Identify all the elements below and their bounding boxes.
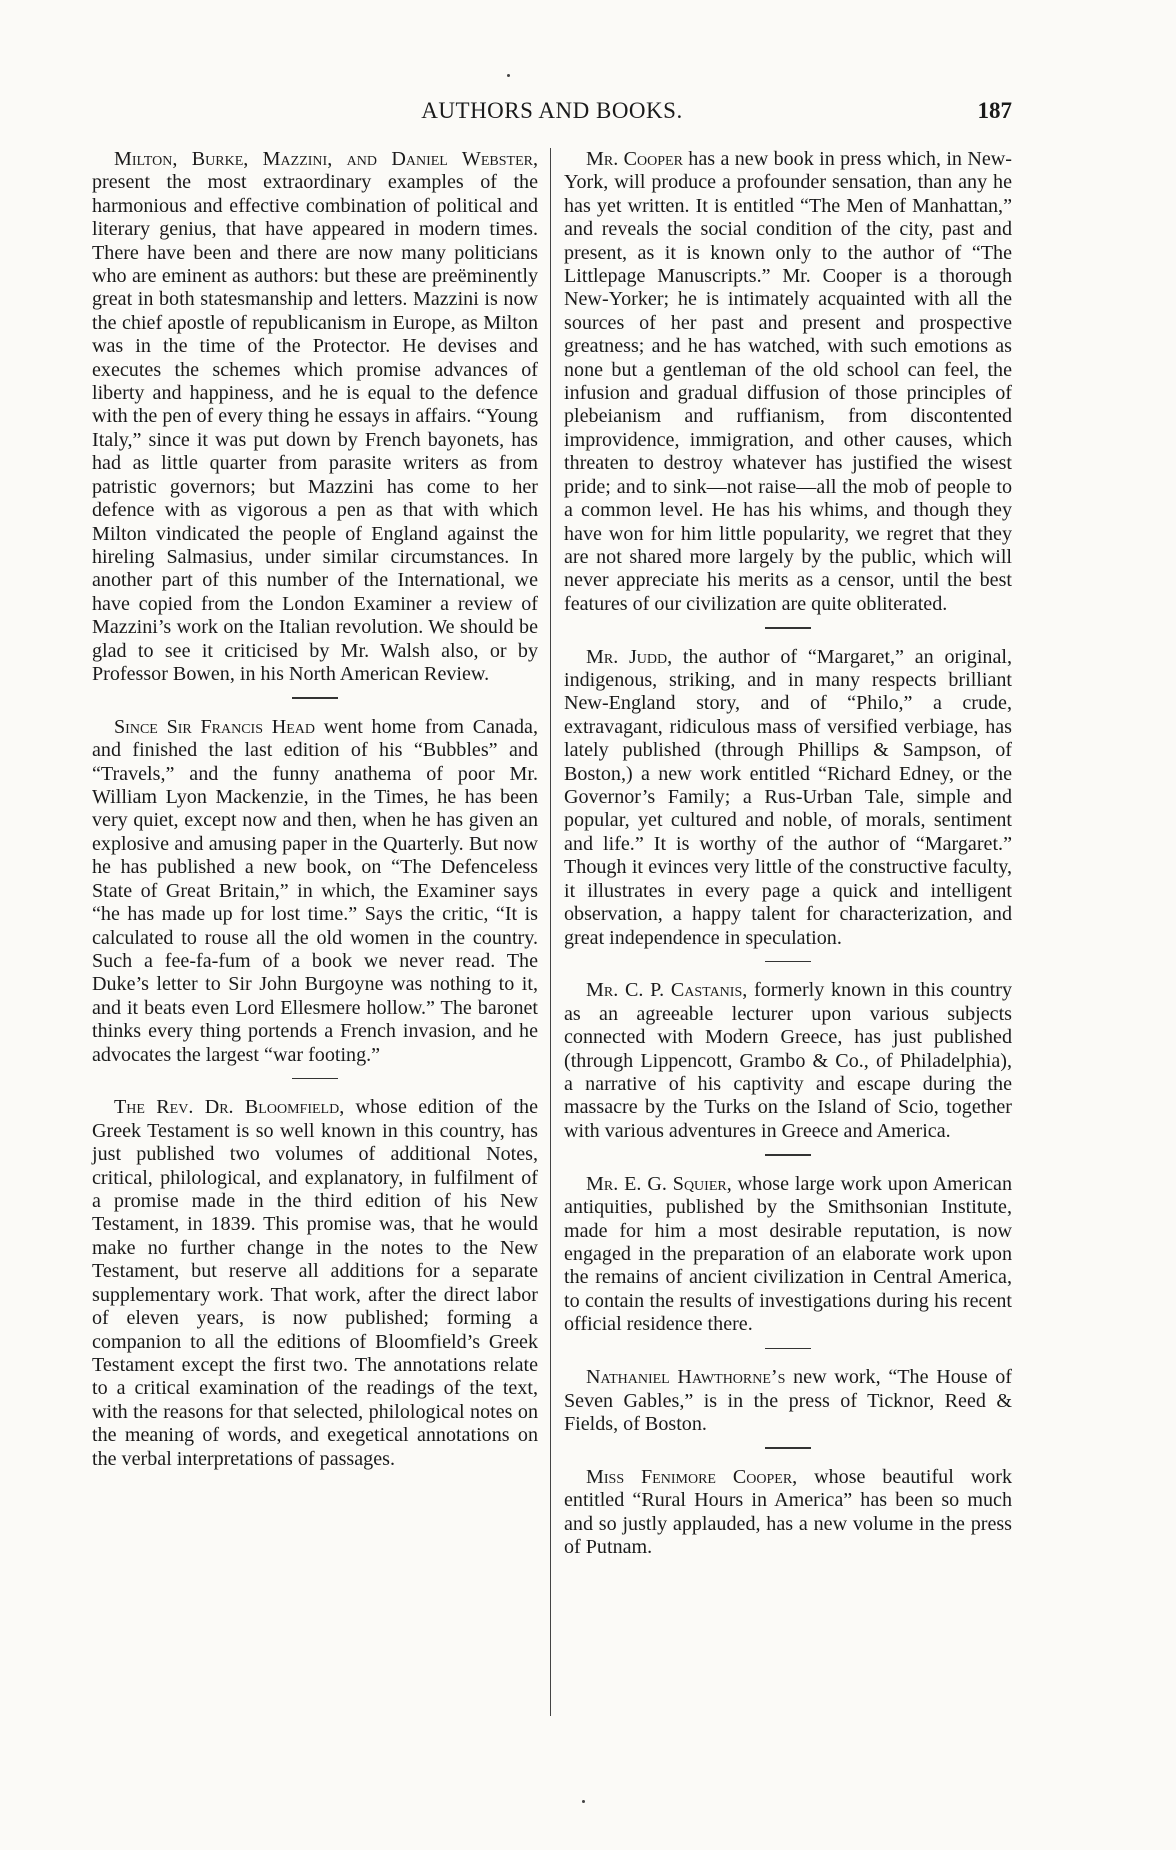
article-body: went home from Canada, and finished the last edition of his “Bubbles” and “Travels,” and the funny anathema of poor Mr. William Lyon Mackenzie, in the Times, he has been very quiet, except now and then, when he has given an explosive and amusing paper in the Quarterly. But now he has published a new book, on “The Defenceless State of Great Britain,” in which, the Examiner says “he has made up for lost time.” Says the critic, “It is calculated to rouse all the old women in the country. Such a fee-fa-fum of a book we never read. The Duke’s letter to Sir John Burgoyne was nothing to it, and it beats even Lord Ellesmere hollow.” The baronet thinks every thing portends a French invasion, and he advocates the largest “war footing.” [92, 715, 538, 1066]
section-rule [292, 1078, 338, 1080]
article-mr-castanis [564, 979, 1012, 1143]
article-mr-judd [564, 646, 1012, 950]
article-lead: Miss Fenimore Cooper, [586, 1465, 798, 1488]
article-lead: Mr. Judd, [586, 645, 673, 668]
section-rule [765, 627, 811, 629]
article-body: the author of “Margaret,” an original, indigenous, striking, and in many respects brilliant New-England story, and of “Philo,” a crude, extravagant, ridiculous mass of versified verbiage, has lately published (through Phillips & Sampson, of Boston,) a new work entitled “Richard Edney, or the Governor’s Family; a Rus-Urban Tale, simple and popular, yet cultured and noble, of morals, sentiment and life.” It is worthy of the author of “Margaret.” Though it evinces very little of the constructive faculty, it illustrates in every page a quick and intelligent observation, a happy talent for characterization, and great independence in speculation. [564, 645, 1012, 949]
section-rule [765, 1154, 811, 1156]
section-rule [292, 697, 338, 699]
article-lead: The Rev. Dr. Bloomfield, [114, 1096, 345, 1119]
column-divider [550, 148, 551, 1716]
article-miss-fenimore-cooper [564, 1466, 1012, 1560]
article-lead: Mr. Cooper [586, 148, 683, 170]
article-mr-squier [564, 1173, 1012, 1337]
article-milton-burke-mazzini [92, 148, 538, 686]
article-body: has a new book in press which, in New-York, will produce a profounder sensation, than any he has yet written. It is entitled “The Men of Manhattan,” and reveals the social condition of the city, past and present, as it is known only to the author of “The Littlepage Manuscripts.” Mr. Cooper is a thorough New-Yorker; he is intimately acquainted with all the sources of her past and present and prospective greatness; and he has watched, with such emotions as none but a gentleman of the old school can feel, the infusion and gradual diffusion of those principles of plebeianism and ruffianism, from discontented improvidence, immigration, and other causes, which threaten to destroy whatever has justified the wisest pride; and to sink—not raise—all the mob of people to a common level. He has his whims, and though they have won for him little popularity, we regret that they are not shared more largely by the public, which will never appreciate his merits as a censor, until the best features of our civilization are quite obliterated. [564, 148, 1012, 615]
article-body: new work, “The House of Seven Gables,” is in the press of Ticknor, Reed & Fields, of Boston. [564, 1366, 1012, 1435]
article-body: whose beautiful work entitled “Rural Hours in America” has been so much and so justly applauded, has a new volume in the press of Putnam. [564, 1465, 1012, 1559]
article-lead: Mr. C. P. Castanis, [586, 979, 748, 1002]
article-body: formerly known in this country as an agreeable lecturer upon various subjects connected with Modern Greece, has just published (through Lippencott, Grambo & Co., of Philadelphia), a narrative of his captivity and escape during the massacre by the Turks on the Island of Scio, together with various adventures in Greece and America. [564, 979, 1012, 1142]
right-column [564, 148, 1012, 1559]
section-rule [765, 1447, 811, 1449]
print-speck [507, 74, 510, 77]
article-mr-cooper [564, 148, 1012, 616]
section-rule [765, 961, 811, 963]
article-lead: Mr. E. G. Squier, [586, 1172, 732, 1195]
article-lead: Since Sir Francis Head [114, 715, 316, 738]
page-header [92, 98, 1012, 128]
page-number: 187 [977, 98, 1012, 123]
article-dr-bloomfield [92, 1096, 538, 1471]
article-hawthorne [564, 1366, 1012, 1436]
print-speck [582, 1800, 585, 1803]
section-rule [765, 1348, 811, 1350]
left-column [92, 148, 538, 1471]
article-lead: Nathaniel Hawthorne’s [586, 1366, 786, 1389]
running-title: AUTHORS AND BOOKS. [421, 98, 683, 123]
article-body: whose edition of the Greek Testament is so well known in this country, has just published two volumes of additional Notes, critical, philological, and explanatory, in fulfilment of a promise made in the third edition of his New Testament, in 1839. This promise was, that he would make no further change in the notes to the New Testament, but reserve all additions for a separate supplementary work. That work, after the direct labor of eleven years, is now published; forming a companion to all the editions of Bloomfield’s Greek Testament except the first two. The annotations relate to a critical examination of the readings of the text, with the reasons for that selected, philological notes on the meaning of words, and exegetical annotations on the verbal interpretations of passages. [92, 1096, 538, 1470]
article-lead: Milton, Burke, Mazzini, and Daniel Webster, [114, 148, 538, 170]
article-body: present the most extraordinary examples of the harmonious and effective combination of political and literary genius, that have appeared in modern times. There have been and there are now many politicians who are eminent as authors: but these are preëminently great in both statesmanship and letters. Mazzini is now the chief apostle of republicanism in Europe, as Milton was in the time of the Protector. He devises and executes the schemes which promise advances of liberty and happiness, and he is equal to the defence with the pen of every thing he essays in affairs. “Young Italy,” since it was put down by French bayonets, has had as little quarter from parasite writers as from patristic governors; but Mazzini has come to her defence with as vigorous a pen as that with which Milton vindicated the people of England against the hireling Salmasius, under similar circumstances. In another part of this number of the International, we have copied from the London Examiner a review of Mazzini’s work on the Italian revolution. We should be glad to see it criticised by Mr. Walsh also, or by Professor Bowen, in his North American Review. [92, 171, 538, 685]
article-body: whose large work upon American antiquities, published by the Smithsonian Institute, made for him a most desirable reputation, is now engaged in the preparation of an elaborate work upon the remains of ancient civilization in Central America, to contain the results of investigations during his recent official residence there. [564, 1172, 1012, 1336]
article-sir-francis-head [92, 716, 538, 1067]
